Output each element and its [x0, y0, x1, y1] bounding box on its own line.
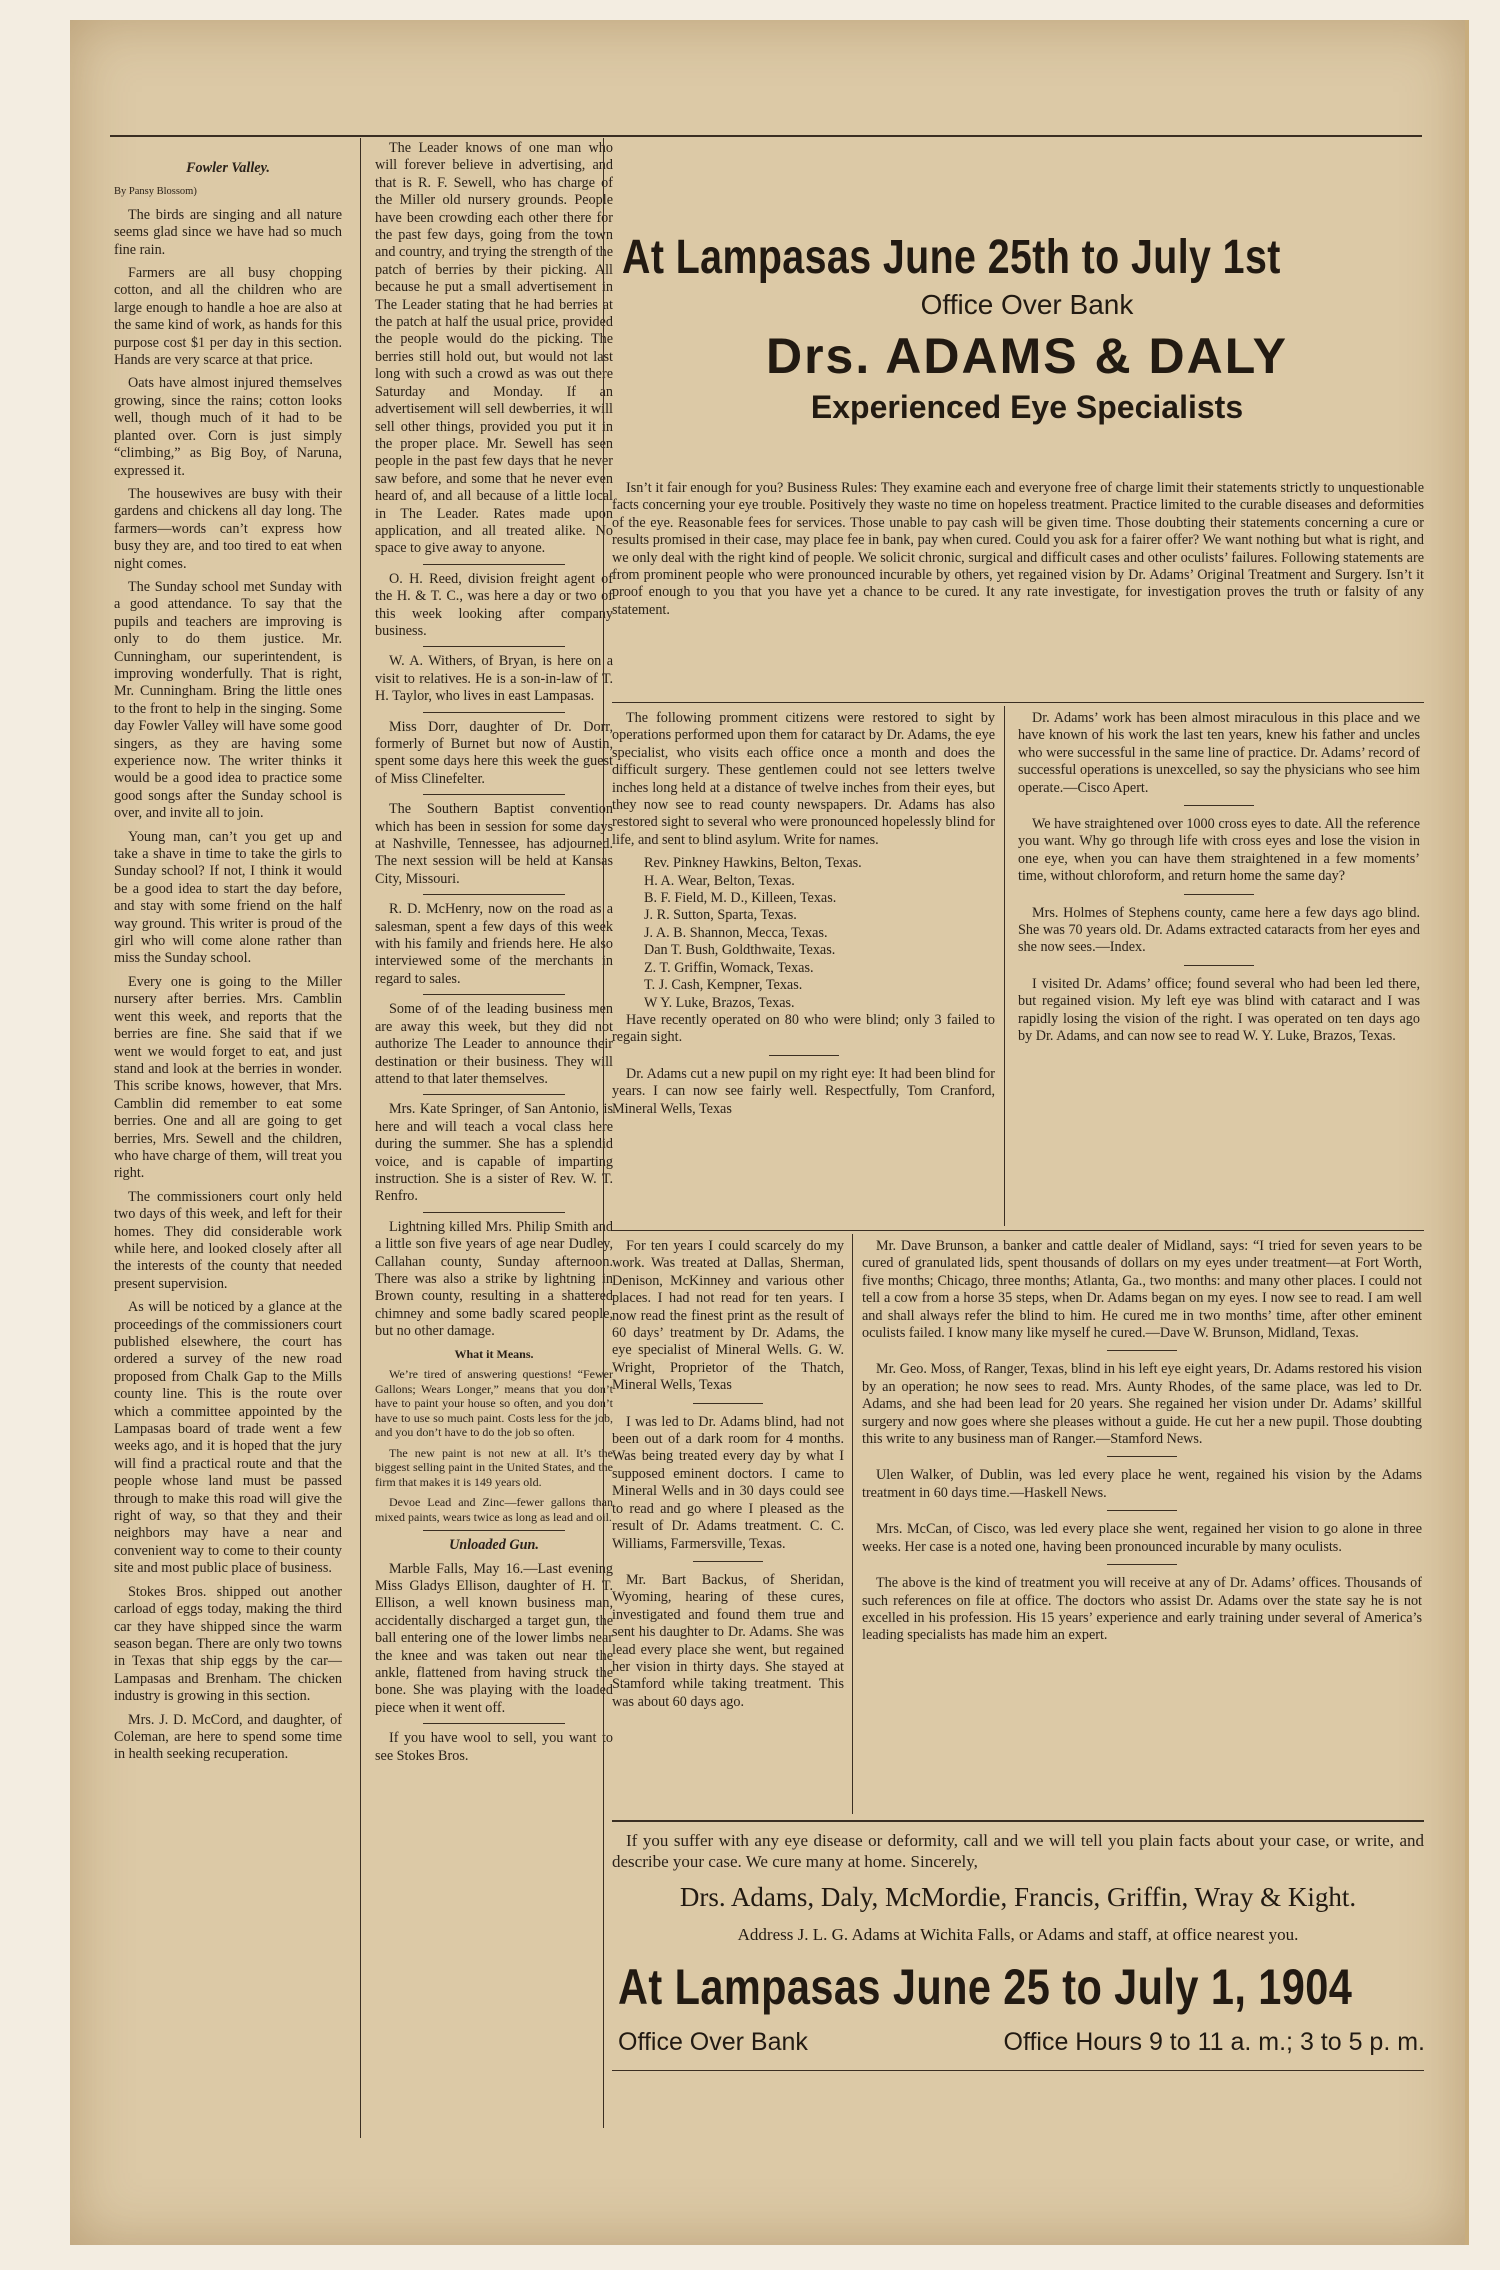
- fowler-valley-paragraphs: [114, 207, 342, 1764]
- mccan-testimonial: Mrs. McCan, of Cisco, was led every place she went, regained her vision to go alone in three weeks. Her case is a noted one, having been pronounced incurable by many oculists.: [862, 1521, 1422, 1555]
- walker-testimonial: Ulen Walker, of Dublin, was led every place he went, regained his vision by the Adams treatment in 60 days time.—Haskell News.: [862, 1467, 1422, 1501]
- restored-name: B. F. Field, M. D., Killeen, Texas.: [644, 890, 837, 907]
- ad-specialists: Experienced Eye Specialists: [810, 389, 1244, 425]
- ad-header: [622, 230, 1432, 426]
- ad-footer: [618, 1958, 1428, 2016]
- paragraph: The housewives are busy with their gardens and chickens all day long. The farmers—words can’t express how busy they are, and too tired to eat when night comes.: [114, 485, 342, 572]
- wright-testimonial: For ten years I could scarcely do my work. Was treated at Dallas, Sherman, Denison, McKinney and various other places. I had not read for ten years. I now read the finest print as the result of 60 days’ treatment by Dr. Adams, the eye specialist of Mineral Wells. G. W. Wright, Proprietor of the Thatch, Mineral Wells, Texas: [612, 1238, 844, 1394]
- local-item: Some of of the leading business men are away this week, but they did not authorize The Leader to announce their destination or their business. They will attend to that later themselves.: [375, 1001, 613, 1087]
- what-it-means-text: [375, 1367, 613, 1524]
- cranford-testimonial: Dr. Adams cut a new pupil on my right eye: It had been blind for years. I can now see fairly well. Respectfully, Tom Cranford, Mineral Wells, Texas: [612, 1065, 995, 1117]
- what-it-means-heading: What it Means.: [454, 1346, 534, 1361]
- top-rule: [110, 135, 1422, 137]
- restored-name: T. J. Cash, Kempner, Texas.: [644, 977, 803, 994]
- restored-name: J. R. Sutton, Sparta, Texas.: [644, 907, 797, 924]
- paint-paragraph: Devoe Lead and Zinc—fewer gallons than mixed paints, wears twice as long as lead and oil.: [375, 1495, 613, 1524]
- ad-lower-left: [612, 1238, 844, 1717]
- separator: [423, 646, 566, 647]
- ad-left-column: The following promment citizens were restored to sight by operations performed upon them for cataract by Dr. Adams, the eye specialist, who visits each office once a month and does the difficult surgery. These gentlemen could not see letters twelve inches long held at a distance of twelve inches from their eyes, but they now see to read county newspapers. Dr. Adams has also restored sight to several who were pronounced hopelessly blind for life, and sent to blind asylum. Write for names. Rev. Pinkney Hawkins, Belton, Texas. H. A. Wear, Belton, Texas. B. F. Field, M. D., Killeen, Texas. J. R. Sutton, Sparta, Texas. J. A. B. Shannon, Mecca, Texas. Dan T. Bush, Goldthwaite, Texas. Z. T. Griffin, Womack, Texas. T. J. Cash, Kempner, Texas. W Y. Luke, Brazos, Texas. Have recently operated on 80 who were blind; only 3 failed to regain sight. Dr. Adams cut a new pupil on my right eye: It had been blind for years. I can now see fairly well. Respectfully, Tom Cranford, Mineral Wells, Texas: [612, 710, 995, 1117]
- newspaper-page: [70, 20, 1469, 2245]
- separator: [423, 712, 566, 713]
- separator: [423, 564, 566, 565]
- ad-rule: [612, 702, 1424, 703]
- ad-rule: [612, 1820, 1424, 1822]
- paragraph: Young man, can’t you get up and take a shave in time to take the girls to Sunday school? If not, I think it would be a good idea to start the day before, and stay with some friend on the half way ground. This writer is proud of the girl who will come alone rather than miss the Sunday school.: [114, 828, 342, 967]
- local-item: Lightning killed Mrs. Philip Smith and a little son five years of age near Dudley, Callahan county, Sunday afternoon. There was also a strike by lightning in Brown county, resulting in a shattered chimney and some badly scared people, but no other damage.: [375, 1218, 613, 1340]
- restored-name: H. A. Wear, Belton, Texas.: [644, 872, 795, 889]
- separator: [423, 894, 566, 895]
- column-divider: [603, 138, 604, 2128]
- column-divider: [360, 138, 361, 2138]
- fowler-valley-heading: Fowler Valley.: [186, 160, 270, 176]
- paragraph: As will be noticed by a glance at the proceedings of the commissioners court published elsewhere, the court has ordered a survey of the new road proposed from Chalk Gap to the Mills county line. This is the route over which a committee appointed by the Lampasas board of trade went a few weeks ago, and it is hoped that the jury will find a practical route and that the people whose land must be passed through to make this road will give the right of way, so that they and their neighbors may have a near and convenient way to come to their county site and most public place of business.: [114, 1299, 342, 1577]
- separator: [423, 1094, 566, 1095]
- footer-office: Office Over Bank: [618, 2028, 808, 2056]
- byline: By Pansy Blossom): [114, 186, 197, 198]
- paragraph: Stokes Bros. shipped out another carload of eggs today, making the third car they have shipped since the warm season began. There are only two towns in Texas that ship eggs by the car—Lampasas and Brenham. The chicken industry is growing in this section.: [114, 1583, 342, 1705]
- backus-testimonial: Mr. Bart Backus, of Sheridan, Wyoming, hearing of these cures, investigated and found them true and sent his daughter to Dr. Adams. She was lead every place she went, but regained her vision in thirty days. She stayed at Stamford while taking treatment. This was about 60 days ago.: [612, 1571, 844, 1710]
- ad-staff: Drs. Adams, Daly, McMordie, Francis, Griffin, Wray & Kight.: [679, 1882, 1357, 1912]
- restored-name: Z. T. Griffin, Womack, Texas.: [644, 959, 814, 976]
- local-item: O. H. Reed, division freight agent of the H. & T. C., was here a day or two of this week looking after company business.: [375, 570, 613, 639]
- restored-name: Dan T. Bush, Goldthwaite, Texas.: [644, 942, 836, 959]
- local-items: [375, 140, 613, 1341]
- recent-operations: Have recently operated on 80 who were blind; only 3 failed to regain sight.: [612, 1011, 995, 1046]
- paragraph: The Sunday school met Sunday with a good attendance. To say that the pupils and teachers are improving is only to do them justice. Mr. Cunningham, our superintendent, is improving wonderfully. That is right, Mr. Cunningham. Bring the little ones to the front to help in the singing. Some day Fowler Valley will have some good singers, as they are having some experience now. The writer thinks it would be a good idea to practice some good songs after the Sunday school is over, and invite all to join.: [114, 578, 342, 822]
- paragraph: The birds are singing and all nature seems glad since we have had so much fine rain.: [114, 206, 342, 258]
- brunson-testimonial: Mr. Dave Brunson, a banker and cattle dealer of Midland, says: “I tried for seven years to be cured of granulated lids, spent thousands of dollars on my eyes under treatment—at Fort Worth, five months; Chicago, three months; Atlanta, Ga., two months: and many other places. I could not tell a cow from a horse 35 steps, when Dr. Adams began on my eyes. I now see to read. I am well and shall always refer the blind to him. He cured me in two months’ time, after other eminent oculists failed. I know many like myself he cured.—Dave W. Brunson, Midland, Texas.: [862, 1238, 1422, 1342]
- ad-divider: [1004, 706, 1005, 1226]
- paint-paragraph: The new paint is not new at all. It’s the biggest selling paint in the United States, and the firm that makes it is 149 years old.: [375, 1445, 613, 1489]
- luke-testimonial: I visited Dr. Adams’ office; found several who had been led there, but regained vision. My left eye was blind with cataract and I was rapidly losing the vision of the right. I was operated on ten days ago by Dr. Adams, and can now see to read W. Y. Luke, Brazos, Texas.: [1018, 975, 1420, 1045]
- paragraph: The commissioners court only held two days of this week, and left for their homes. They did considerable work while here, and looked closely after all the interests of the county that needed present supervision.: [114, 1188, 342, 1292]
- restored-name: J. A. B. Shannon, Mecca, Texas.: [644, 924, 828, 941]
- footer-hours: Office Hours 9 to 11 a. m.; 3 to 5 p. m.: [1003, 2028, 1425, 2056]
- ad-doctors: Drs. ADAMS & DALY: [765, 328, 1289, 384]
- unloaded-gun-heading: Unloaded Gun.: [449, 1537, 539, 1554]
- moss-testimonial: Mr. Geo. Moss, of Ranger, Texas, blind in his left eye eight years, Dr. Adams restored his vision by an operation; he now sees to read. Mrs. Aunty Rhodes, of the same place, was led to Dr. Adams, and she had been lead for 20 years. She regained her vision under Dr. Adams’ skillful surgery and now goes where she pleases without a guide. He cut her a new pupil. Those doubting this write to any business man of Ranger.—Stamford News.: [862, 1361, 1422, 1448]
- local-item: W. A. Withers, of Bryan, is here on a visit to relatives. He is a son-in-law of T. H. Taylor, who lives in east Lampasas.: [375, 653, 613, 705]
- restored-names-list: [612, 855, 995, 1012]
- cross-eyes-text: We have straightened over 1000 cross eyes to date. All the reference you want. Why go through life with cross eyes and lose the vision in one eye, when you can have them straightened in a few moments’ time, without chloroform, and return home the same day?: [1018, 816, 1420, 885]
- ad-closing: If you suffer with any eye disease or deformity, call and we will tell you plain facts about your case, or write, and describe your case. We cure many at home. Sincerely,: [612, 1831, 1424, 1871]
- restored-name: Rev. Pinkney Hawkins, Belton, Texas.: [644, 855, 862, 872]
- holmes-testimonial: Mrs. Holmes of Stephens county, came here a few days ago blind. She was 70 years old. Dr. Adams extracted cataracts from her eyes and she now sees.—Index.: [1018, 904, 1420, 956]
- paragraph: Farmers are all busy chopping cotton, and all the children who are large enough to handle a hoe are also at the same kind of work, as hands for this purpose cost $1 per day in this section. Hands are very scarce at that price.: [114, 265, 342, 369]
- column-locals: [375, 140, 613, 1771]
- ad-rule: [612, 1230, 1424, 1231]
- local-item: The Southern Baptist convention which has been in session for some days at Nashville, Tennessee, has adjourned. The next session will be held at Kansas City, Missouri.: [375, 801, 613, 887]
- wool-notice: If you have wool to sell, you want to see Stokes Bros.: [375, 1730, 613, 1764]
- local-item: Miss Dorr, daughter of Dr. Dorr, formerly of Burnet but now of Austin, spent some days here this week the guest of Miss Clinefelter.: [375, 718, 613, 787]
- cisco-testimonial: Dr. Adams’ work has been almost miraculous in this place and we have known of his work the last ten years, knew his father and uncles who were successful in the same line of practice. Dr. Adams’ record of successful operations is unexcelled, so say the physicians who see him operate.—Cisco Apert.: [1018, 710, 1420, 796]
- bottom-rule: [612, 2070, 1424, 2071]
- separator: [423, 1212, 566, 1213]
- separator: [423, 794, 566, 795]
- separator: [423, 994, 566, 995]
- restored-name: W Y. Luke, Brazos, Texas.: [644, 994, 795, 1011]
- local-item: The Leader knows of one man who will forever believe in advertising, and that is R. F. Sewell, who has charge of the Miller old nursery grounds. People have been crowding each other there for the past few days, going from the town and country, and trying the strength of the patch of berries by their picking. All because he put a small advertisement in The Leader stating that he had berries at the patch at half the usual price, provided the people would do the picking. The berries still hold out, but would not last long with such a crowd as was out there Saturday and Monday. If an advertisement will sell dewberries, it will sell other things, provided you put it in the proper place. Mr. Sewell has seen people in the past few days that he never saw before, and some that he never even heard of, and all because of a little local in The Leader. Rates made upon application, and all treated alike. No space to give away to anyone.: [375, 140, 613, 557]
- paragraph: Oats have almost injured themselves growing, since the rains; cotton looks well, though much of it had to be planted over. Corn is just simply “climbing,” as Big Boy, of Naruna, expressed it.: [114, 375, 342, 479]
- treatment-text: The above is the kind of treatment you will receive at any of Dr. Adams’ offices. Thousands of such references on file at office. The doctors who assist Dr. Adams over the state say he is not excelled in his profession. His 15 years’ experience and early training under several of America’s leading specialists has made him an expert.: [862, 1575, 1422, 1644]
- williams-testimonial: I was led to Dr. Adams blind, had not been out of a dark room for 4 months. Was being treated every day by what I supposed eminent doctors. I came to Mineral Wells and in 30 days could see to read and go where I pleased as the result of Dr. Adams treatment. C. C. Williams, Farmersville, Texas.: [612, 1413, 844, 1552]
- paragraph: Every one is going to the Miller nursery after berries. Mrs. Camblin went this week, and reports that the berries are fine. She said that if we went we would forget to eat, and just stand and look at the berries in wonder. This scribe knows, however, that Mrs. Camblin did remember to eat some berries. One and all are going to get berries, Mrs. Sewell and the children, who have charge of them, will treat you right.: [114, 973, 342, 1182]
- ad-office: Office Over Bank: [920, 289, 1134, 320]
- ad-right-column: [1018, 710, 1420, 1052]
- paint-paragraph: We’re tired of answering questions! “Fewer Gallons; Wears Longer,” means that you don’t have to paint your house so often, and you don’t have to use so much paint. Costs less for the job, and you don’t have to do the job so often.: [375, 1367, 613, 1440]
- unloaded-gun-text: Marble Falls, May 16.—Last evening Miss Gladys Ellison, daughter of H. T. Ellison, a well known business man, accidentally discharged a target gun, the ball entering one of the lower limbs near the knee and was taken out near the ankle, flattened from having struck the bone. She was playing with the loaded piece when it went off.: [375, 1560, 613, 1716]
- local-item: Mrs. Kate Springer, of San Antonio, is here and will teach a vocal class here during the summer. She has a splendid voice, and is capable of imparting instruction. She is a sister of Rev. W. T. Renfro.: [375, 1101, 613, 1205]
- ad-divider: [852, 1234, 853, 1814]
- local-item: R. D. McHenry, now on the road as a salesman, spent a few days of this week with his family and friends here. He also interviewed some of the merchants in regard to sales.: [375, 901, 613, 987]
- ad-intro: Isn’t it fair enough for you? Business Rules: They examine each and everyone free of charge limit their statements strictly to unquestionable facts concerning your eye trouble. Positively they waste no time on hopeless treatment. Practice limited to the curable diseases and deformities of the eye. Reasonable fees for services. Those unable to pay cash will be given time. Those doubting their statements concerning a cure or results promised in their case, may place fee in bank, pay when cured. Could you ask for a fairer offer? We want nothing but what is right, and we only deal with the right kind of people. We solicit chronic, surgical and difficult cases and other oculists’ failures. Following statements are from prominent people who were pronounced incurable by others, yet regained vision by Dr. Adams’ Original Treatment and Surgery. Isn’t it proof enough to you that you have yet a chance to be cured. It any rate investigate, for investigation proves the truth or falsity of any statement.: [612, 480, 1424, 618]
- paragraph: Mrs. J. D. McCord, and daughter, of Coleman, are here to spend some time in health seeking recuperation.: [114, 1711, 342, 1763]
- footer-headline: At Lampasas June 25 to July 1, 1904: [618, 1959, 1353, 2015]
- ad-address: Address J. L. G. Adams at Wichita Falls, or Adams and staff, at office nearest you.: [737, 1925, 1299, 1944]
- ad-lower-right: [862, 1238, 1422, 1651]
- ad-headline: At Lampasas June 25th to July 1st: [622, 231, 1281, 284]
- column-fowler-valley: [114, 160, 342, 1770]
